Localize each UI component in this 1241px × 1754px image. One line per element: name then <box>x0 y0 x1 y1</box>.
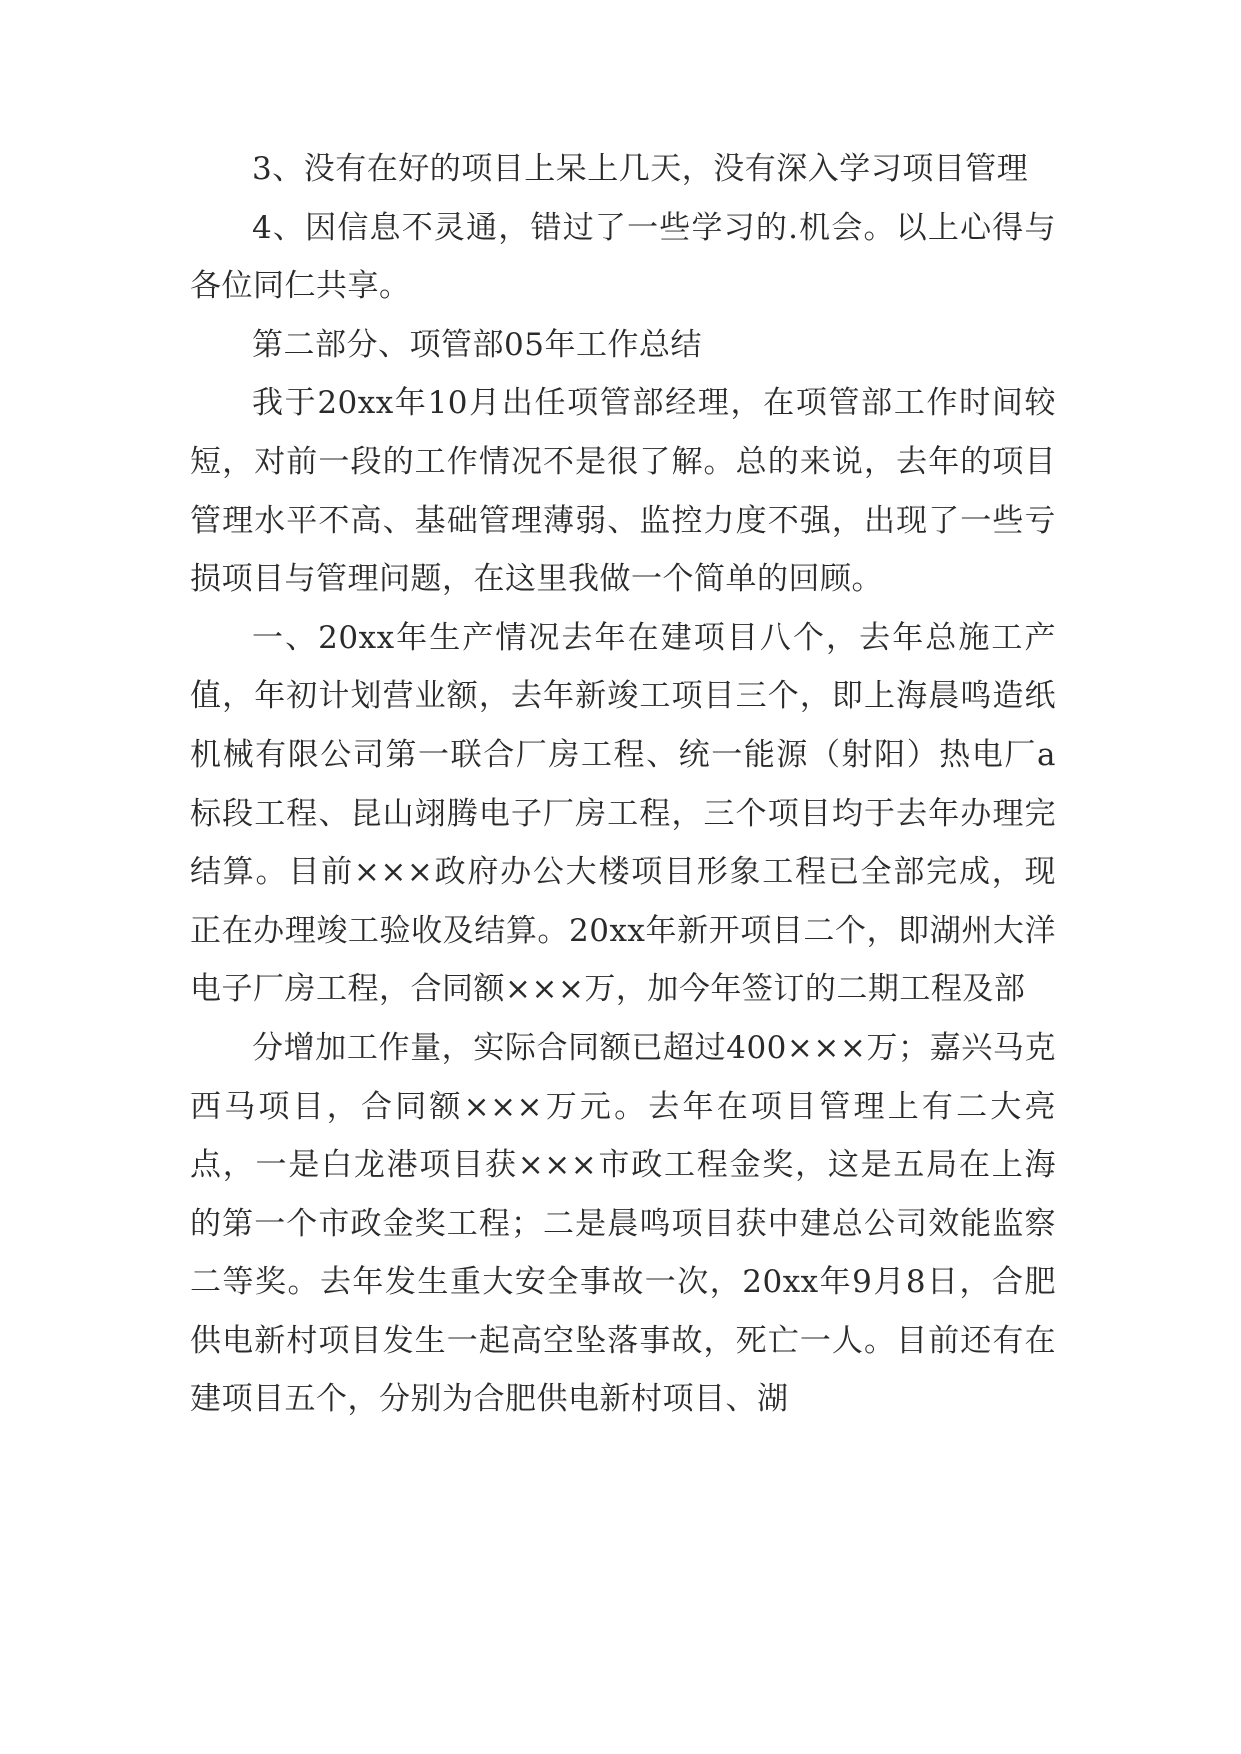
paragraph-item-3: 3、没有在好的项目上呆上几天，没有深入学习项目管理 <box>252 151 1029 187</box>
document-page <box>190 140 1056 1429</box>
paragraph-intro: 我于20xx年10月出任项管部经理，在项管部工作时间较短，对前一段的工作情况不是很了解。总的来说，去年的项目管理水平不高、基础管理薄弱、监控力度不强，出现了一些亏损项目与管理问题，在这里我做一个简单的回顾。 <box>190 385 1056 598</box>
paragraph-production: 一、20xx年生产情况去年在建项目八个，去年总施工产值，年初计划营业额，去年新竣工项目三个，即上海晨鸣造纸机械有限公司第一联合厂房工程、统一能源（射阳）热电厂a标段工程、昆山翊腾电子厂房工程，三个项目均于去年办理完结算。目前×××政府办公大楼项目形象工程已全部完成，现正在办理竣工验收及结算。20xx年新开项目二个，即湖州大洋电子厂房工程，合同额×××万，加今年签订的二期工程及部 <box>190 619 1056 1008</box>
section-heading: 第二部分、项管部05年工作总结 <box>252 326 702 363</box>
paragraph-continuation: 分增加工作量，实际合同额已超过400×××万；嘉兴马克西马项目，合同额×××万元。去年在项目管理上有二大亮点，一是白龙港项目获×××市政工程金奖，这是五局在上海的第一个市政金奖工程；二是晨鸣项目获中建总公司效能监察二等奖。去年发生重大安全事故一次，20xx年9月8日，合肥供电新村项目发生一起高空坠落事故，死亡一人。目前还有在建项目五个，分别为合肥供电新村项目、湖 <box>190 1029 1056 1418</box>
paragraph-item-4: 4、因信息不灵通，错过了一些学习的.机会。以上心得与各位同仁共享。 <box>190 209 1056 305</box>
